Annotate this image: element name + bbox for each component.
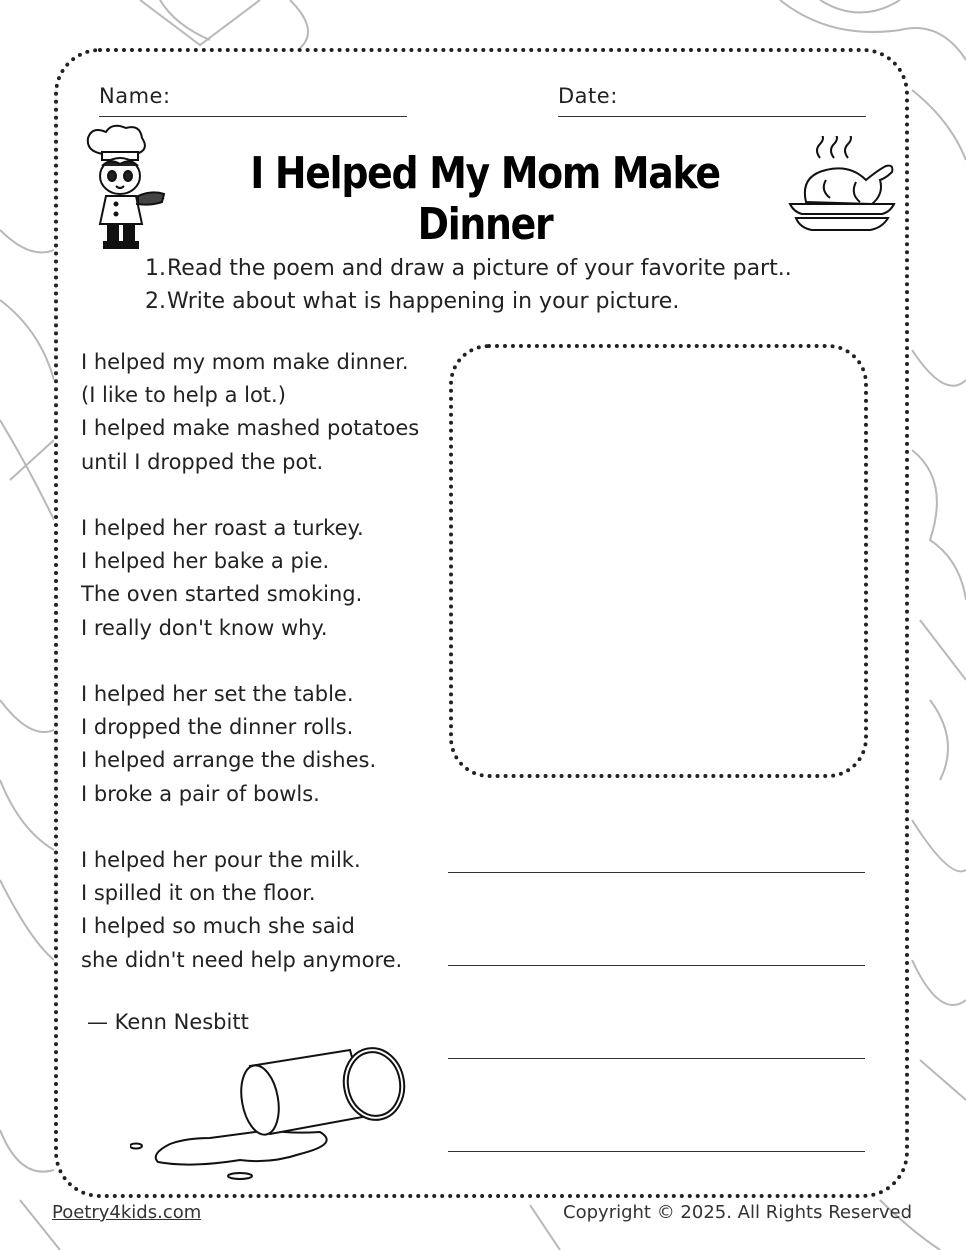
- poem-line: The oven started smoking.: [81, 582, 363, 607]
- poem: [81, 346, 419, 1010]
- instruction-text: Read the poem and draw a picture of your favorite part..: [167, 256, 792, 281]
- poem-stanza: [81, 678, 419, 811]
- doodle-leaf: [140, 0, 260, 45]
- instruction-item: [145, 252, 792, 285]
- doodle-leaf: [0, 420, 54, 520]
- doodle-leaf: [920, 1060, 966, 1100]
- copyright-notice: Copyright © 2025. All Rights Reserved: [563, 1202, 912, 1223]
- poem-line: I helped her pour the milk.: [81, 848, 361, 872]
- doodle-leaf: [0, 700, 54, 732]
- worksheet-title: I Helped My Mom Make Dinner: [250, 148, 720, 250]
- poem-line: I helped her set the table.: [81, 682, 354, 706]
- doodle-leaf: [0, 230, 54, 253]
- writing-line[interactable]: [448, 872, 865, 873]
- doodle-leaf: [912, 820, 966, 871]
- poem-line: I helped arrange the dishes.: [81, 748, 377, 773]
- drawing-area[interactable]: [449, 344, 868, 778]
- doodle-leaf: [0, 780, 54, 850]
- instruction-text: Write about what is happening in your picture.: [167, 289, 680, 314]
- site-link[interactable]: Poetry4kids.com: [52, 1202, 202, 1223]
- date-label: Date:: [558, 84, 618, 108]
- doodle-leaf: [930, 700, 948, 780]
- poem-line: until I dropped the pot.: [81, 449, 324, 474]
- doodle-leaf: [10, 440, 54, 480]
- writing-line[interactable]: [448, 1151, 865, 1152]
- instructions-list: [145, 252, 792, 318]
- writing-line[interactable]: [448, 1058, 865, 1059]
- name-input-line[interactable]: [99, 116, 407, 117]
- poem-line: I helped her bake a pie.: [81, 549, 330, 574]
- doodle-leaf: [0, 880, 54, 960]
- poem-stanza: [81, 346, 419, 479]
- doodle-leaf: [530, 1205, 560, 1250]
- poem-author: — Kenn Nesbitt: [87, 1010, 249, 1034]
- instruction-item: [145, 285, 792, 318]
- doodle-leaf: [820, 0, 900, 13]
- writing-line[interactable]: [448, 965, 865, 966]
- spilled-milk-glass-illustration: [130, 1044, 410, 1184]
- date-input-line[interactable]: [558, 116, 866, 117]
- poem-line: I helped my mom make dinner.: [81, 350, 409, 374]
- instruction-number: 1.: [145, 256, 166, 281]
- poem-stanza: [81, 512, 419, 645]
- doodle-leaf: [912, 960, 966, 1005]
- doodle-leaf: [290, 0, 308, 48]
- poem-line: I really don't know why.: [81, 615, 328, 640]
- doodle-leaf: [912, 450, 966, 600]
- doodle-leaf: [912, 90, 966, 160]
- doodle-leaf: [912, 350, 966, 386]
- roast-turkey-illustration: [786, 136, 898, 236]
- chef-boy-illustration: [76, 124, 168, 252]
- doodle-leaf: [920, 620, 966, 680]
- doodle-leaf: [0, 1130, 54, 1172]
- instruction-number: 2.: [145, 289, 166, 314]
- name-label: Name:: [99, 84, 171, 108]
- poem-line: she didn't need help anymore.: [81, 947, 403, 972]
- poem-line: I helped her roast a turkey.: [81, 516, 364, 540]
- poem-line: I helped so much she said: [81, 914, 355, 939]
- poem-line: I dropped the dinner rolls.: [81, 715, 354, 740]
- poem-line: I spilled it on the floor.: [81, 881, 316, 906]
- poem-line: I broke a pair of bowls.: [81, 781, 320, 806]
- poem-line: (I like to help a lot.): [81, 383, 286, 408]
- poem-stanza: [81, 844, 419, 977]
- doodle-leaf: [0, 300, 54, 380]
- poem-line: I helped make mashed potatoes: [81, 416, 420, 441]
